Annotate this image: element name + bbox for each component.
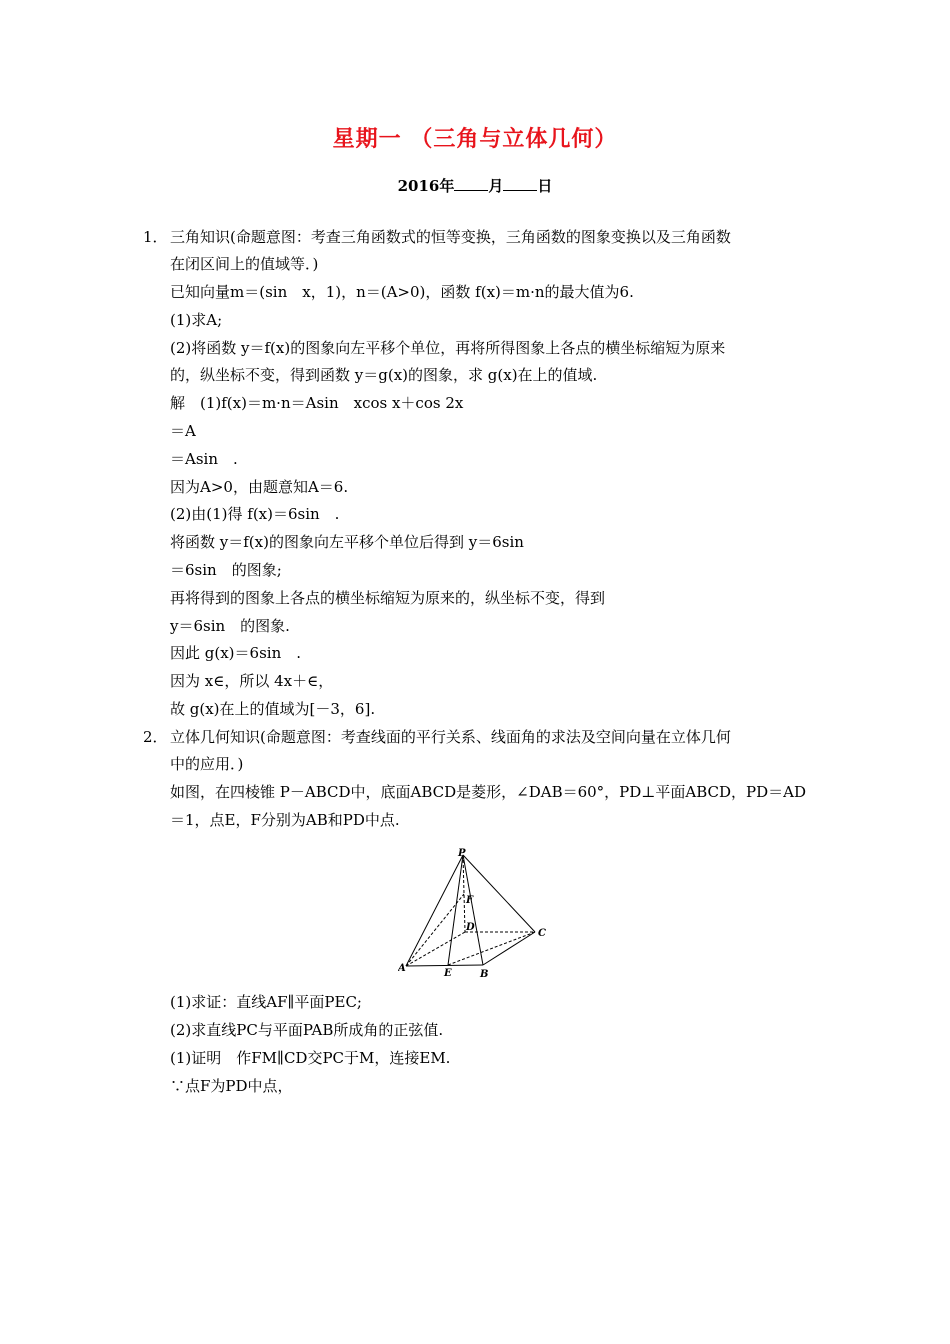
q1-solution-line: 因为 x∈，所以 4x＋∈，	[170, 672, 334, 690]
label-a: A	[398, 963, 406, 974]
date-month: 月	[488, 177, 504, 195]
q1-solution-line: y＝6sin 的图象.	[170, 617, 290, 635]
q2-solution-line: ∵点F为PD中点，	[170, 1077, 293, 1095]
page-title: 星期一 （三角与立体几何）	[332, 126, 618, 152]
q1-solution-line: 解 (1)f(x)＝m·n＝Asin xcos x＋cos 2x	[170, 394, 464, 412]
edge-pb	[463, 855, 483, 965]
label-e: E	[444, 968, 452, 979]
q1-solution-line: 因此 g(x)＝6sin .	[170, 644, 302, 662]
edge-pc	[463, 855, 535, 932]
question-2-number: 2．	[143, 728, 168, 746]
q2-line: (2)求直线PC与平面PAB所成角的正弦值.	[170, 1021, 444, 1039]
month-blank	[454, 176, 488, 191]
q1-solution-line: 将函数 y＝f(x)的图象向左平移个单位后得到 y＝6sin	[170, 533, 524, 551]
q1-line: (2)将函数 y＝f(x)的图象向左平移个单位，再将所得图象上各点的横坐标缩短为原来	[170, 339, 726, 357]
label-d: D	[466, 922, 475, 933]
question-1-number: 1．	[143, 228, 168, 246]
q1-line: 三角知识(命题意图：考查三角函数式的恒等变换，三角函数的图象变换以及三角函数	[170, 228, 731, 246]
day-blank	[503, 176, 537, 191]
q1-solution-line: ＝Asin .	[170, 450, 238, 468]
q1-solution-line: (2)由(1)得 f(x)＝6sin .	[170, 505, 340, 523]
q1-line: (1)求A;	[170, 311, 223, 329]
label-f: F	[466, 895, 474, 906]
pyramid-figure	[398, 846, 550, 980]
label-p: P	[458, 848, 466, 859]
q1-solution-line: ＝6sin 的图象;	[170, 561, 282, 579]
q1-line: 已知向量m＝(sin x，1)，n＝(A>0)，函数 f(x)＝m·n的最大值为6.	[170, 283, 634, 301]
date-day: 日	[537, 177, 553, 195]
q1-solution-line: 再将得到的图象上各点的横坐标缩短为原来的，纵坐标不变，得到	[170, 589, 606, 607]
q1-line: 在闭区间上的值域等．)	[170, 255, 319, 273]
label-b: B	[480, 969, 489, 980]
q1-line: 的，纵坐标不变，得到函数 y＝g(x)的图象，求 g(x)在上的值域.	[170, 366, 598, 384]
date-year: 2016年	[397, 177, 455, 195]
q2-line: 立体几何知识(命题意图：考查线面的平行关系、线面角的求法及空间向量在立体几何	[170, 728, 731, 746]
q2-line: ＝1，点E，F分别为AB和PD中点.	[170, 811, 400, 829]
label-c: C	[538, 928, 546, 939]
q1-solution-line: ＝A	[170, 422, 196, 440]
q1-solution-line: 故 g(x)在上的值域为[－3，6].	[170, 700, 376, 718]
edge-pe	[448, 855, 463, 965]
q2-solution-line: (1)证明 作FM∥CD交PC于M，连接EM.	[170, 1049, 451, 1067]
edge-pa	[406, 855, 463, 966]
q2-line: 如图，在四棱锥 P－ABCD中，底面ABCD是菱形，∠DAB＝60°，PD⊥平面ABCD，PD＝AD	[170, 783, 807, 801]
edge-ab	[406, 965, 483, 966]
q2-line: 中的应用．)	[170, 755, 244, 773]
q1-solution-line: 因为A>0，由题意知A＝6.	[170, 478, 349, 496]
date-line	[0, 175, 950, 196]
edge-af	[406, 894, 464, 966]
q2-line: (1)求证：直线AF∥平面PEC;	[170, 993, 362, 1011]
